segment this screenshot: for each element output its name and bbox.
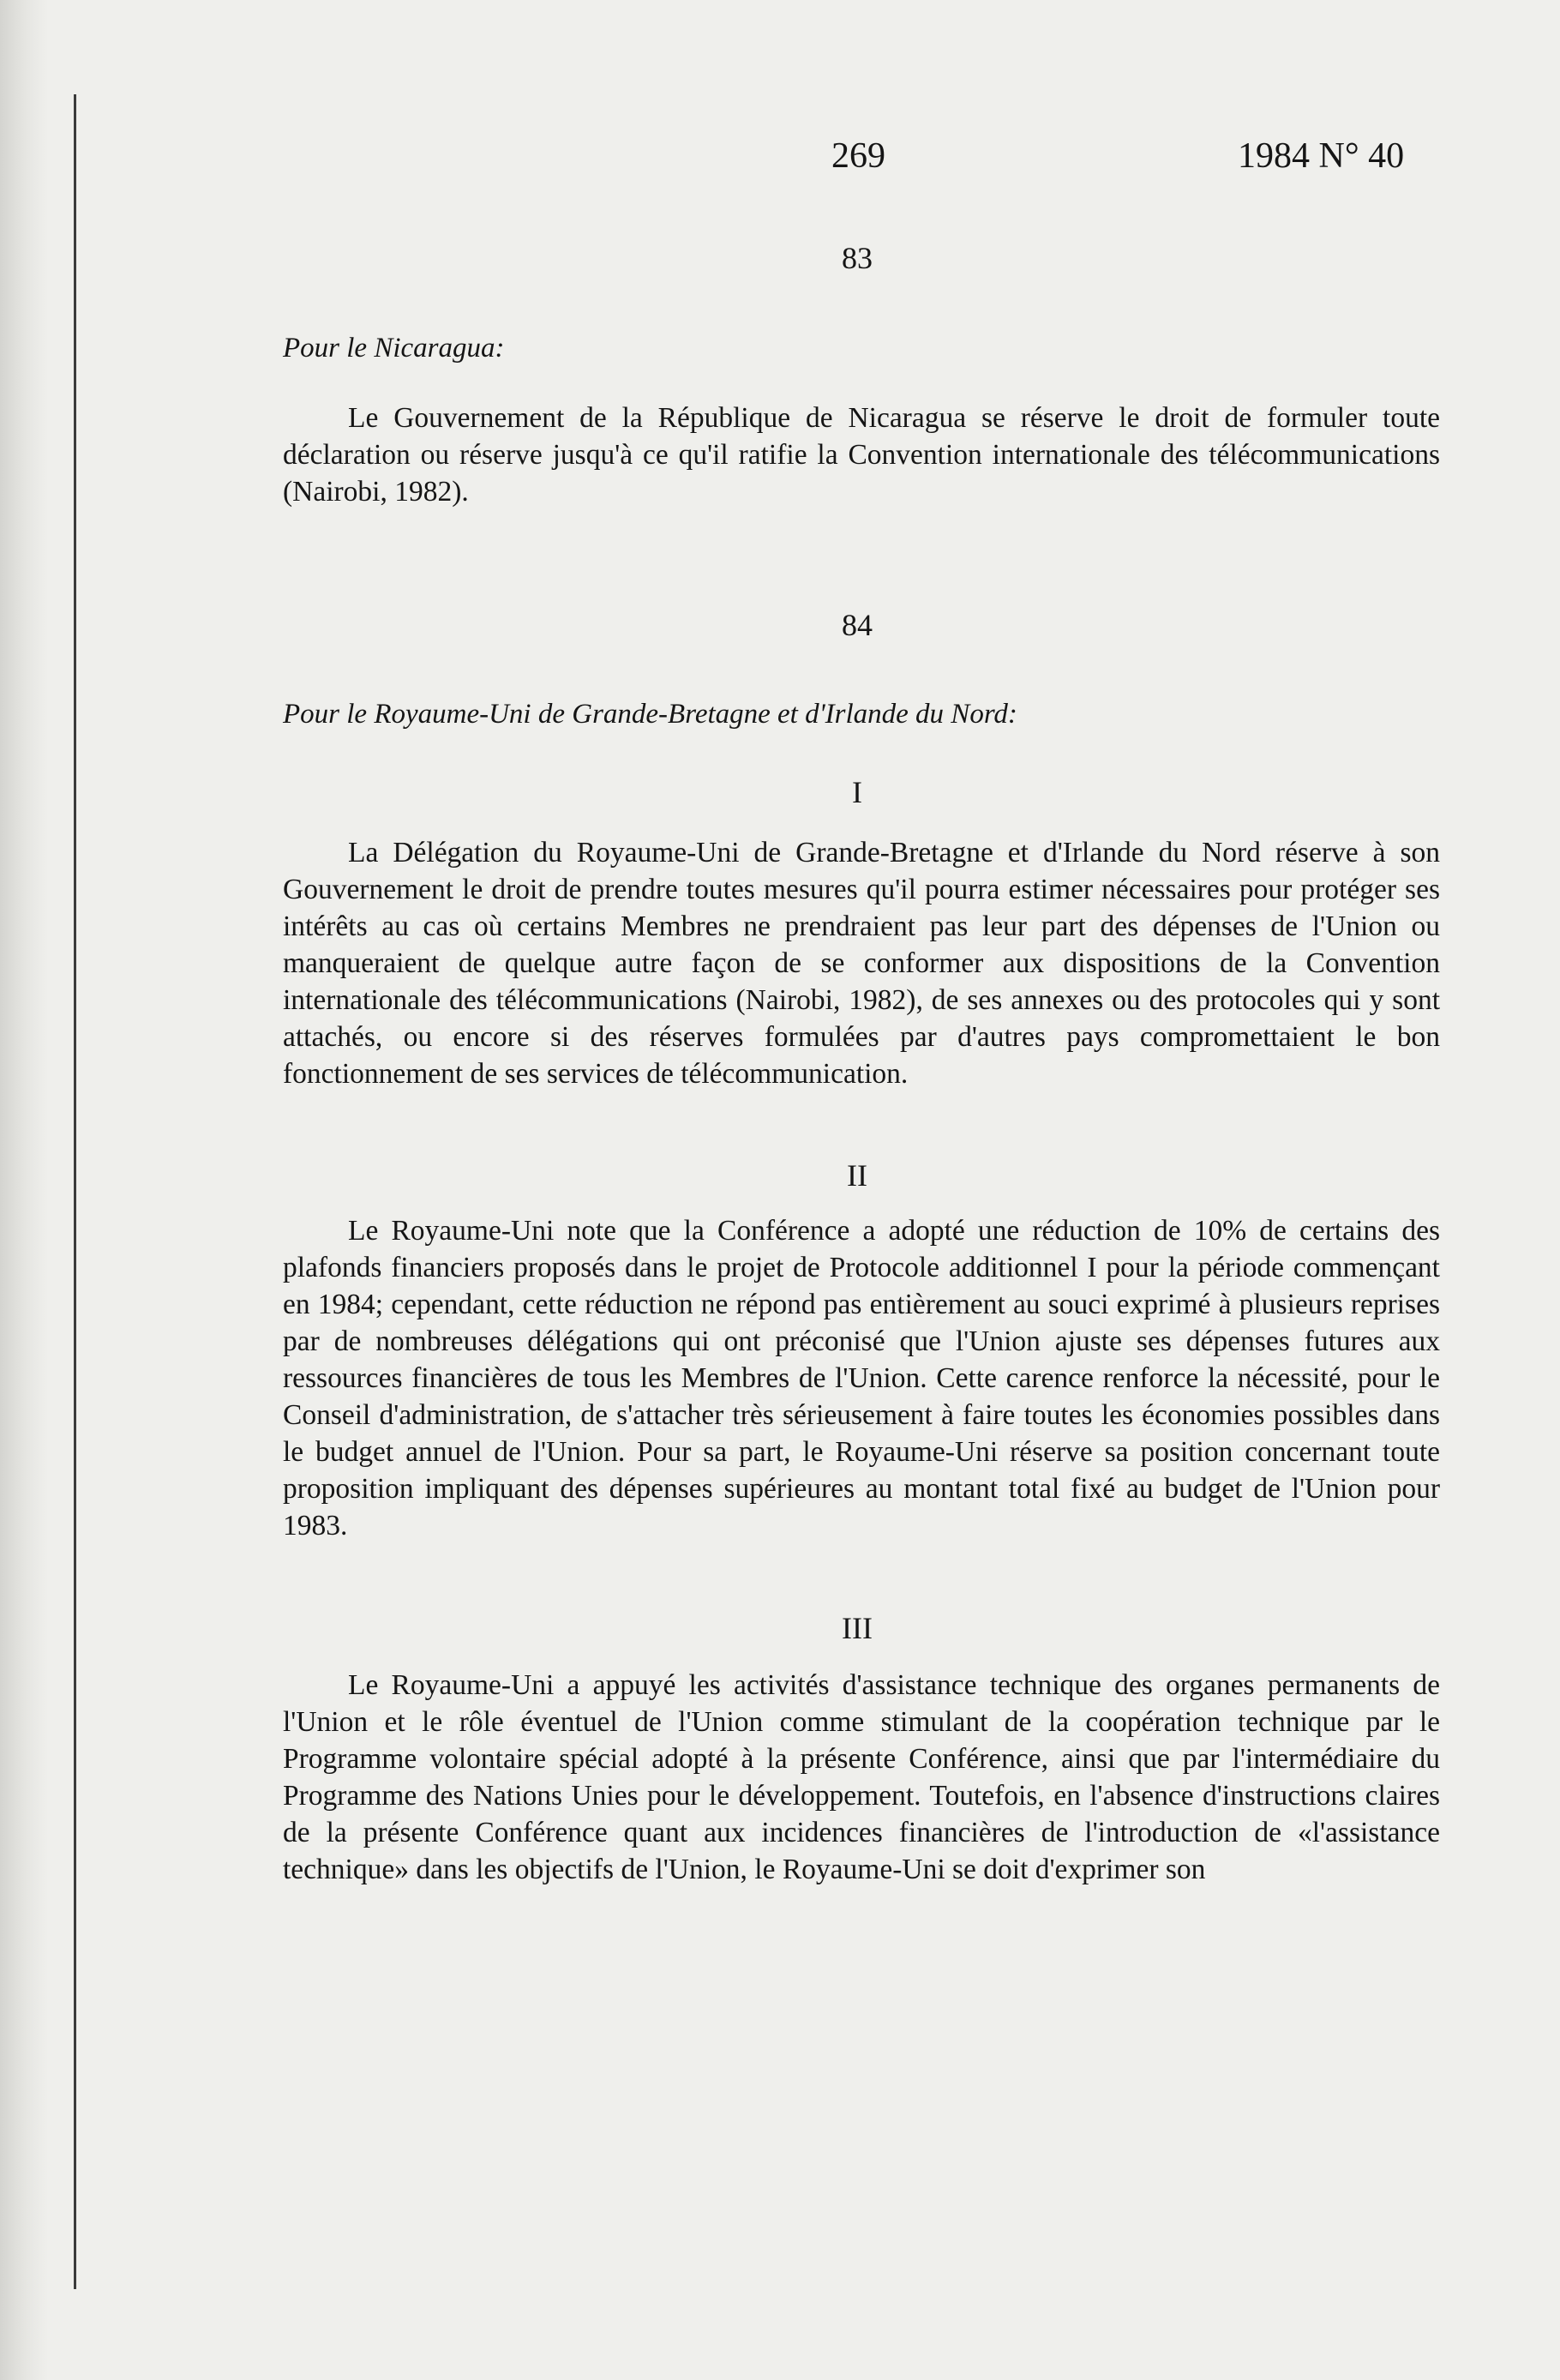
part-numeral-text: II <box>847 1158 867 1193</box>
page-number: 269 <box>831 136 885 176</box>
section-paragraph: Le Gouvernement de la République de Nicaragua se réserve le droit de formuler toute déclaration ou réserve jusqu'à ce qu'il ratifie la Convention internationale des télécommunications (Nairobi, 1982). <box>283 402 1440 508</box>
part-paragraph: Le Royaume-Uni a appuyé les activités d'assistance technique des organes permanents de l'Union et le rôle éventuel de l'Union comme stimulant de la coopération technique par le Programme volontaire spécial adopté à la présente Conférence, ainsi que par l'intermédiaire du Programme des Nations Unies pour le développement. Toutefois, en l'absence d'instructions claires de la présente Conférence quant aux incidences financières de l'introduction de «l'assistance technique» dans les objectifs de l'Union, le Royaume-Uni se doit d'exprimer son <box>283 1669 1440 1885</box>
section-number <box>0 240 1560 276</box>
part-paragraph: La Délégation du Royaume-Uni de Grande-Bretagne et d'Irlande du Nord réserve à son Gouvernement le droit de prendre toutes mesures qu'il pourra estimer nécessaires pour protéger ses intérêts au cas où certains Membres ne prendraient pas leur part des dépenses de l'Union ou manqueraient de quelque autre façon de se conformer aux dispositions de la Convention internationale des télécommunications (Nairobi, 1982), de ses annexes ou des protocoles qui y sont attachés, ou encore si des réserves formulées par d'autres pays compromettaient le bon fonctionnement de ses services de télécommunication. <box>283 837 1440 1090</box>
section-number <box>0 607 1560 643</box>
part-numeral <box>0 1610 1560 1646</box>
section-heading: Pour le Royaume-Uni de Grande-Bretagne et d'Irlande du Nord: <box>283 699 1017 730</box>
part-numeral-text: I <box>852 775 862 809</box>
section-number-text: 83 <box>842 241 873 275</box>
part-numeral-text: III <box>842 1611 873 1645</box>
document-year-number: 1984 N° 40 <box>1238 136 1405 176</box>
section-number-text: 84 <box>842 608 873 642</box>
section-heading: Pour le Nicaragua: <box>283 333 505 364</box>
part-paragraph: Le Royaume-Uni note que la Conférence a adopté une réduction de 10% de certains des plafonds financiers proposés dans le projet de Protocole additionnel I pour la période commençant en 1984; cependant, cette réduction ne répond pas entièrement au souci exprimé à plusieurs reprises par de nombreuses délégations qui ont préconisé que l'Union ajuste ses dépenses futures aux ressources financières de tous les Membres de l'Union. Cette carence renforce la nécessité, pour le Conseil d'administration, de s'attacher très sérieusement à faire toutes les économies possibles dans le budget annuel de l'Union. Pour sa part, le Royaume-Uni réserve sa position concernant toute proposition impliquant des dépenses supérieures au montant total fixé au budget de l'Union pour 1983. <box>283 1215 1440 1542</box>
part-numeral <box>0 1157 1560 1193</box>
part-numeral <box>0 774 1560 810</box>
